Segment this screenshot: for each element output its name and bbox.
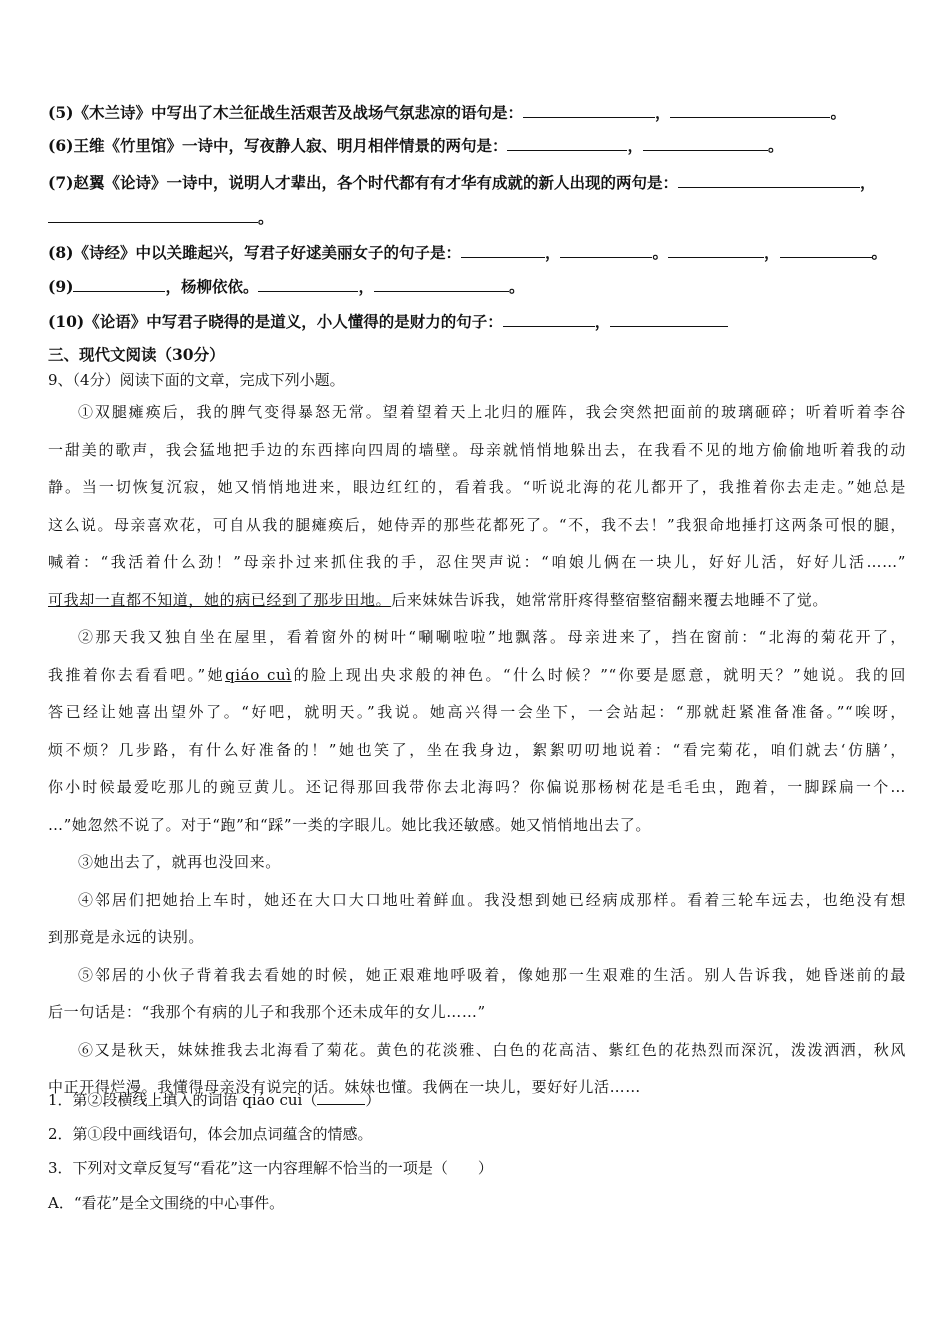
question-7-text: (7)赵翼《论诗》一诗中，说明人才辈出，各个时代都有有才华有成就的新人出现的两句是： bbox=[48, 173, 678, 192]
passage-line bbox=[48, 589, 906, 627]
answer-blank[interactable] bbox=[258, 276, 358, 292]
passage-line: 你小时候最爱吃那儿的豌豆黄儿。还记得那回我带你去北海吗？你偏说那杨树花是毛毛虫，跑着，一脚踩扁一个… bbox=[48, 778, 906, 796]
answer-blank[interactable] bbox=[780, 242, 872, 258]
passage-line: 烦不烦？几步路，有什么好准备的！”她也笑了，坐在我身边，絮絮叨叨地说着：“看完菊花，咱们就去‘仿膳’， bbox=[48, 740, 906, 759]
answer-blank[interactable] bbox=[73, 276, 165, 292]
separator: ， bbox=[358, 277, 374, 296]
answer-blank[interactable] bbox=[643, 135, 768, 151]
underlined-sentence: 可我却一直都不知道，她的病已经到了那步田地。 bbox=[48, 590, 392, 609]
passage-line bbox=[48, 664, 906, 702]
option-a: A．“看花”是全文围绕的中心事件。 bbox=[48, 1194, 285, 1212]
question-9-text: ，杨柳依依。 bbox=[165, 277, 259, 296]
passage-line: 后一句话是：“我那个有病的儿子和我那个还未成年的女儿……” bbox=[48, 1003, 486, 1021]
sub-question-3: 3．下列对文章反复写“看花”这一内容理解不恰当的一项是（ ） bbox=[48, 1159, 493, 1177]
question-8 bbox=[48, 242, 910, 264]
terminator: 。 bbox=[830, 103, 846, 122]
answer-blank[interactable] bbox=[560, 242, 652, 258]
passage-line: ⑤邻居的小伙子背着我去看她的时候，她正艰难地呼吸着，像她那一生艰难的生活。别人告诉我，她昏迷前的最 bbox=[78, 965, 906, 984]
separator: 。 bbox=[652, 243, 668, 262]
question-5 bbox=[48, 102, 910, 124]
separator: ， bbox=[594, 312, 611, 331]
answer-blank[interactable] bbox=[668, 242, 764, 258]
passage-text: 我推着你去看看吧。”她 bbox=[48, 665, 226, 684]
separator: ， bbox=[859, 173, 876, 192]
closing-paren: ） bbox=[365, 1091, 381, 1109]
pinyin-blank: qiáo cuì bbox=[225, 665, 292, 684]
question-6 bbox=[48, 135, 910, 157]
passage-line: …”她忽然不说了。对于“跑”和“踩”一类的字眼儿。她比我还敏感。她又悄悄地出去了。 bbox=[48, 815, 651, 834]
passage-text: 后来妹妹告诉我，她常常肝疼得整宿整宿翻来覆去地睡不了觉。 bbox=[391, 590, 829, 609]
question-7-continued bbox=[48, 207, 910, 229]
answer-blank[interactable] bbox=[610, 311, 728, 327]
question-7 bbox=[48, 172, 910, 194]
passage-line: 静。当一切恢复沉寂，她又悄悄地进来，眼边红红的，看着我。“听说北海的花儿都开了，我推着你去走走。”她总是 bbox=[48, 478, 906, 496]
passage-line: 答已经让她喜出望外了。“好吧，就明天。”我说。她高兴得一会坐下，一会站起：“那就赶紧准备准备。”“唉呀， bbox=[48, 703, 906, 721]
separator: ， bbox=[544, 243, 561, 262]
answer-blank[interactable] bbox=[317, 1089, 365, 1105]
passage-line: ②那天我又独自坐在屋里，看着窗外的树叶“唰唰啦啦”地飘落。母亲进来了，挡在窗前：“北海的菊花开了， bbox=[78, 628, 906, 646]
reading-passage bbox=[48, 401, 906, 1114]
passage-line: ④邻居们把她抬上车时，她还在大口大口地吐着鲜血。我没想到她已经病成那样。看着三轮车远去，也绝没有想 bbox=[78, 890, 906, 909]
question-6-text: (6)王维《竹里馆》一诗中，写夜静人寂、明月相伴情景的两句是： bbox=[48, 136, 508, 155]
terminator: 。 bbox=[258, 208, 274, 227]
sub-question-1 bbox=[48, 1089, 380, 1111]
passage-line: ①双腿瘫痪后，我的脾气变得暴怒无常。望着望着天上北归的雁阵，我会突然把面前的玻璃砸碎；听着听着李谷 bbox=[78, 403, 906, 421]
answer-blank[interactable] bbox=[670, 102, 830, 118]
answer-blank[interactable] bbox=[503, 311, 595, 327]
question-8-text: (8)《诗经》中以关雎起兴，写君子好逑美丽女子的句子是： bbox=[48, 243, 461, 262]
passage-line: 喊着：“我活着什么劲！”母亲扑过来抓住我的手，忍住哭声说：“咱娘儿俩在一块儿，好好儿活，好好儿活……” bbox=[48, 553, 906, 571]
passage-line: 中正开得烂漫。我懂得母亲没有说完的话。妹妹也懂。我俩在一块儿，要好好儿活…… bbox=[48, 1078, 641, 1096]
question-9 bbox=[48, 276, 910, 298]
answer-blank[interactable] bbox=[374, 276, 509, 292]
sub-question-1-text: 1．第②段横线上填入的词语 qiáo cuì（ bbox=[48, 1091, 318, 1109]
passage-line: 这么说。母亲喜欢花，可自从我的腿瘫痪后，她侍弄的那些花都死了。“不，我不去！”我狠命地捶打这两条可恨的腿， bbox=[48, 515, 906, 534]
answer-blank[interactable] bbox=[678, 172, 860, 188]
passage-line: ③她出去了，就再也没回来。 bbox=[78, 853, 281, 871]
passage-text: 的脸上现出央求般的神色。“什么时候？”“你要是愿意，就明天？”她说。我的回 bbox=[291, 665, 906, 684]
section-title: 三、现代文阅读（30分） bbox=[48, 345, 225, 364]
terminator: 。 bbox=[871, 243, 888, 262]
terminator: 。 bbox=[508, 277, 525, 296]
passage-line: 到那竟是永远的诀别。 bbox=[48, 928, 205, 946]
passage-line: ⑥又是秋天，妹妹推我去北海看了菊花。黄色的花淡雅、白色的花高洁、紫红色的花热烈而深沉，泼泼洒洒，秋风 bbox=[78, 1040, 906, 1059]
question-10-text: (10)《论语》中写君子晓得的是道义，小人懂得的是财力的句子： bbox=[48, 312, 503, 331]
answer-blank[interactable] bbox=[48, 207, 258, 223]
question-intro: 9、（4分）阅读下面的文章，完成下列小题。 bbox=[48, 371, 345, 389]
passage-line: 一甜美的歌声，我会猛地把手边的东西摔向四周的墙壁。母亲就悄悄地躲出去，在我看不见的地方偷偷地听着我的动 bbox=[48, 440, 906, 459]
terminator: 。 bbox=[767, 136, 784, 155]
separator: ， bbox=[627, 136, 643, 155]
answer-blank[interactable] bbox=[523, 102, 655, 118]
question-5-text: (5)《木兰诗》中写出了木兰征战生活艰苦及战场气氛悲凉的语句是： bbox=[48, 103, 523, 122]
question-10 bbox=[48, 311, 910, 333]
answer-blank[interactable] bbox=[507, 135, 627, 151]
answer-blank[interactable] bbox=[461, 242, 545, 258]
question-9-number: (9) bbox=[48, 277, 74, 296]
sub-question-2: 2．第①段中画线语句，体会加点词蕴含的情感。 bbox=[48, 1125, 373, 1143]
separator: ， bbox=[654, 103, 671, 122]
separator: ， bbox=[764, 243, 780, 262]
